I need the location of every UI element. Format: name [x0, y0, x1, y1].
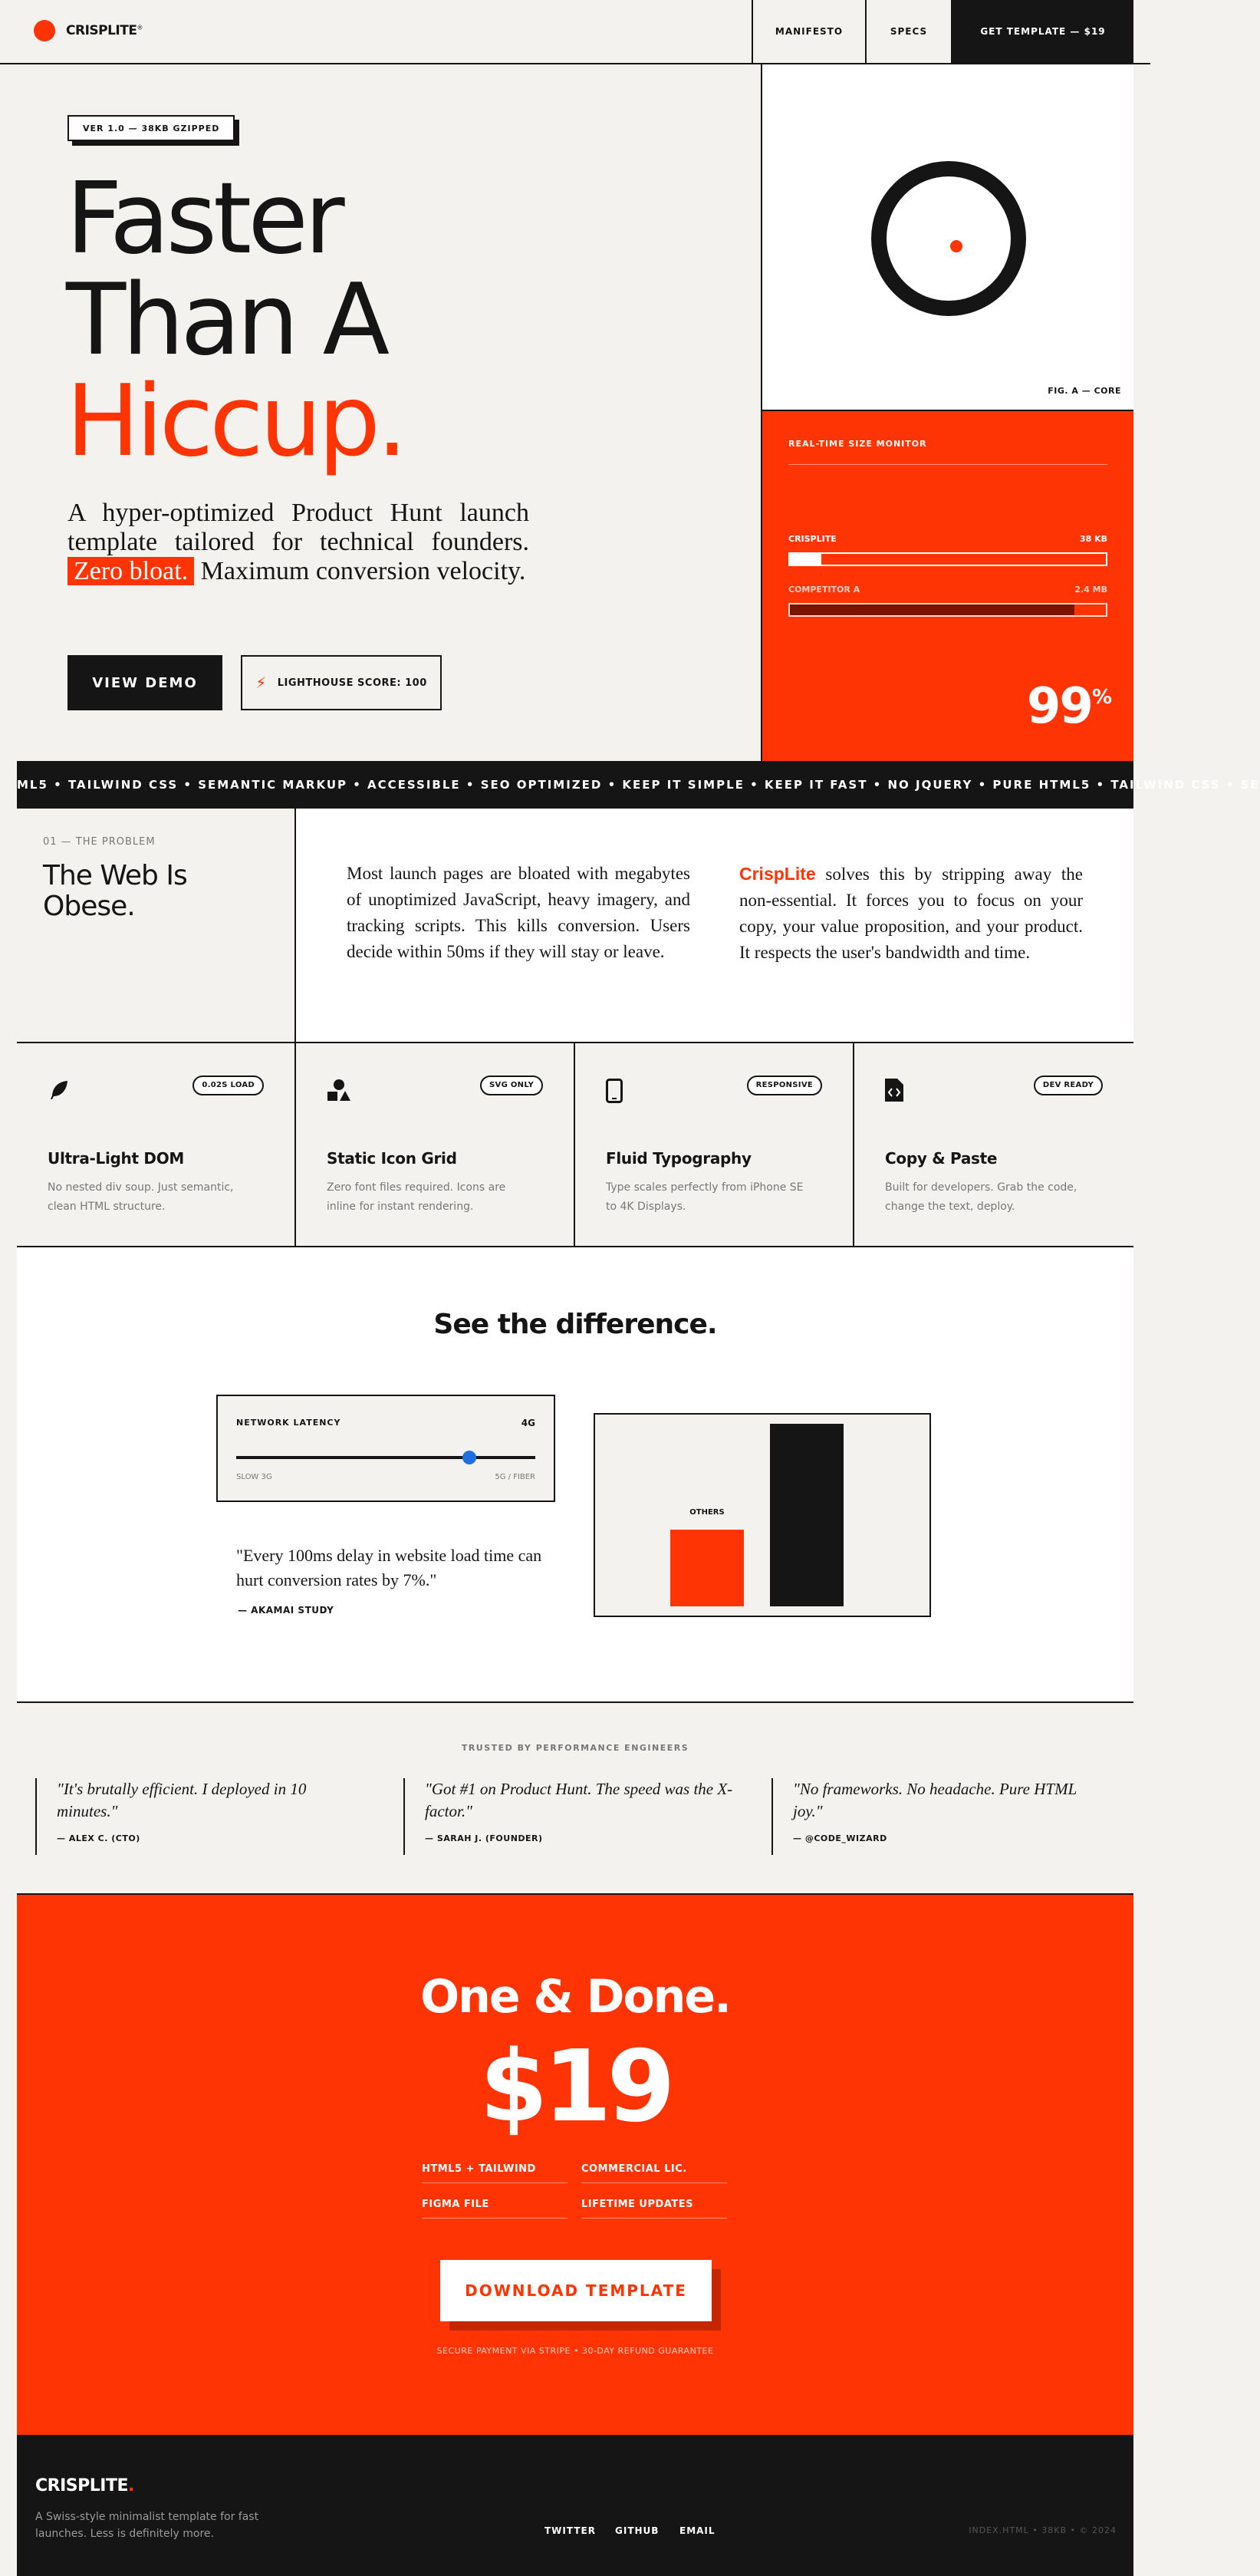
- download-template-button[interactable]: DOWNLOAD TEMPLATE: [440, 2260, 712, 2321]
- hero-title-line1: Faster: [66, 162, 341, 276]
- brand-logo[interactable]: [34, 20, 143, 41]
- pricing-title: One & Done.: [420, 1970, 730, 2024]
- monitor-row-value: 38 KB: [1079, 534, 1107, 544]
- footer-brand-name: CRISPLITE: [35, 2476, 128, 2495]
- feature-card: [17, 1042, 296, 1247]
- footer-brand[interactable]: [35, 2476, 134, 2495]
- pricing-feature: FIGMA FILE: [422, 2199, 567, 2219]
- testimonial-quote: "It's brutally efficient. I deployed in 10 minutes.": [57, 1780, 307, 1820]
- nav-link-manifesto[interactable]: MANIFESTO: [752, 0, 865, 63]
- latency-value: 4G: [521, 1418, 535, 1428]
- feature-title: Static Icon Grid: [327, 1149, 457, 1168]
- mobile-icon: [606, 1079, 623, 1107]
- view-demo-button[interactable]: VIEW DEMO: [67, 655, 222, 710]
- logo-dot-icon: [34, 20, 55, 41]
- feature-desc: Type scales perfectly from iPhone SE to 4K Displays.: [606, 1181, 804, 1213]
- testimonial-quote: "No frameworks. No headache. Pure HTML joy.": [793, 1780, 1077, 1820]
- competitor-size-bar: [788, 603, 1107, 617]
- brand-name: CRISPLITE: [66, 23, 137, 38]
- monitor-row-crisplite: [788, 534, 1107, 544]
- get-template-button[interactable]: GET TEMPLATE — $19: [951, 0, 1133, 63]
- section-number: 01 — THE PROBLEM: [43, 836, 156, 848]
- comparison-chart: [594, 1413, 931, 1617]
- feature-desc: Built for developers. Grab the code, change the text, deploy.: [885, 1181, 1077, 1213]
- feature-desc: Zero font files required. Icons are inline for instant rendering.: [327, 1181, 506, 1213]
- latency-control: [216, 1395, 555, 1502]
- latency-max-label: 5G / FIBER: [495, 1473, 535, 1481]
- pricing-section: [17, 1895, 1133, 2435]
- footer-link-twitter[interactable]: TWITTER: [544, 2525, 596, 2536]
- testimonial-card: [771, 1778, 1106, 1855]
- problem-text-col1: Most launch pages are bloated with megabytes of unoptimized JavaScript, heavy imagery, and tracking scripts. This kills conversion. Users decide within 50ms if they will stay or leave.: [347, 864, 690, 961]
- size-monitor: [761, 411, 1133, 761]
- payment-note: SECURE PAYMENT VIA STRIPE • 30-DAY REFUND GUARANTEE: [436, 2346, 714, 2356]
- feature-tag: SVG ONLY: [480, 1076, 543, 1095]
- brand-mark: ®: [137, 24, 143, 31]
- pricing-feature: LIFETIME UPDATES: [581, 2199, 727, 2219]
- testimonial-card: [403, 1778, 738, 1855]
- monitor-row-competitor: [788, 585, 1107, 595]
- hero-desc-highlight: Zero bloat.: [67, 557, 194, 585]
- score-unit: %: [1091, 686, 1110, 709]
- testimonial-author: — SARAH J. (FOUNDER): [425, 1833, 543, 1843]
- quote-source: — AKAMAI STUDY: [238, 1605, 334, 1616]
- problem-col2-rest: solves this by stripping away the non-essential. It forces you to focus on your copy, your value proposition, and your product. It respects the user's bandwidth and time.: [739, 865, 1083, 962]
- crisplite-size-bar: [788, 552, 1107, 566]
- monitor-row-label: COMPETITOR A: [788, 585, 860, 595]
- top-navigation: [0, 0, 1150, 64]
- footer-description: A Swiss-style minimalist template for fast launches. Less is definitely more.: [35, 2511, 259, 2540]
- figure-caption: FIG. A — CORE: [1048, 386, 1121, 396]
- figure-core: [761, 64, 1133, 411]
- feature-title: Copy & Paste: [885, 1149, 998, 1168]
- testimonials-heading: TRUSTED BY PERFORMANCE ENGINEERS: [461, 1743, 689, 1753]
- pricing-feature: COMMERCIAL LIC.: [581, 2163, 727, 2183]
- ticker-text: ML5 • TAILWIND CSS • SEMANTIC MARKUP • ACCESSIBLE • SEO OPTIMIZED • KEEP IT SIMPLE • KEEP IT FAST • NO JQUERY • PURE HTML5 • TAILWIND CSS • SE: [17, 778, 1260, 792]
- hero-title: [66, 162, 404, 479]
- score-value: 99: [1026, 678, 1092, 735]
- testimonial-card: [35, 1778, 370, 1855]
- lightning-bolt-icon: ⚡: [255, 674, 267, 692]
- testimonial-quote: "Got #1 on Product Hunt. The speed was the X-factor.": [425, 1780, 733, 1820]
- feature-title: Ultra-Light DOM: [48, 1149, 185, 1168]
- chart-bar: [770, 1424, 844, 1606]
- core-ring-icon: [871, 161, 1026, 316]
- feature-card: [854, 1042, 1133, 1247]
- chart-bar: [670, 1530, 744, 1606]
- feature-card: [575, 1042, 854, 1247]
- performance-score: [1027, 678, 1110, 735]
- chart-bar-label: OTHERS: [689, 1508, 725, 1517]
- stat-quote: "Every 100ms delay in website load time can hurt conversion rates by 7%.": [236, 1546, 542, 1589]
- feature-card: [296, 1042, 575, 1247]
- hero-description: [67, 499, 529, 586]
- problem-title: The Web Is Obese.: [43, 860, 187, 922]
- hero-desc-text: A hyper-optimized Product Hunt launch template tailored for technical founders.: [67, 499, 529, 556]
- version-badge: VER 1.0 — 38KB GZIPPED: [67, 115, 235, 141]
- comparison-section: [17, 1247, 1133, 1703]
- testimonials-section: [17, 1703, 1133, 1895]
- footer-link-github[interactable]: GITHUB: [615, 2525, 660, 2536]
- feature-title: Fluid Typography: [606, 1149, 752, 1168]
- footer-link-email[interactable]: EMAIL: [679, 2525, 716, 2536]
- comparison-title: See the difference.: [433, 1309, 717, 1340]
- code-file-icon: [885, 1079, 903, 1105]
- feature-desc: No nested div soup. Just semantic, clean HTML structure.: [48, 1181, 234, 1213]
- competitor-size-fill: [790, 604, 1074, 615]
- feature-tag: RESPONSIVE: [747, 1076, 822, 1095]
- latency-slider-handle[interactable]: [462, 1451, 476, 1464]
- problem-text-col2: [739, 861, 1083, 966]
- crisplite-size-fill: [790, 554, 821, 565]
- footer-meta: INDEX.HTML • 38KB • © 2024: [969, 2525, 1117, 2535]
- price: $19: [479, 2030, 671, 2144]
- brand-mention: CrispLite: [739, 864, 816, 884]
- testimonial-author: — ALEX C. (CTO): [57, 1833, 140, 1843]
- hero-title-line2: Than A: [66, 263, 387, 377]
- footer: [17, 2435, 1133, 2576]
- pricing-feature: HTML5 + TAILWIND: [422, 2163, 567, 2183]
- lighthouse-score-label: LIGHTHOUSE SCORE: 100: [277, 677, 427, 689]
- testimonial-author: — @CODE_WIZARD: [793, 1833, 887, 1843]
- hero-desc-tail: Maximum conversion velocity.: [200, 557, 526, 585]
- chart-svg: [595, 1415, 929, 1616]
- core-dot: [950, 240, 962, 252]
- monitor-title: REAL-TIME SIZE MONITOR: [788, 439, 1107, 465]
- feature-tag: DEV READY: [1034, 1076, 1103, 1095]
- monitor-row-label: CRISPLITE: [788, 534, 837, 544]
- nav-link-specs[interactable]: SPECS: [865, 0, 951, 63]
- monitor-row-value: 2.4 MB: [1074, 585, 1107, 595]
- lighthouse-score-button[interactable]: [241, 655, 442, 710]
- footer-brand-dot: .: [127, 2476, 134, 2495]
- latency-min-label: SLOW 3G: [236, 1473, 272, 1481]
- latency-label: NETWORK LATENCY: [236, 1418, 341, 1428]
- latency-slider[interactable]: [236, 1456, 535, 1459]
- feather-icon: [48, 1079, 71, 1105]
- feature-ticker: [17, 761, 1260, 809]
- shapes-icon: [327, 1079, 351, 1105]
- feature-tag: 0.02S LOAD: [192, 1076, 264, 1095]
- hero-title-line3: Hiccup.: [66, 364, 404, 479]
